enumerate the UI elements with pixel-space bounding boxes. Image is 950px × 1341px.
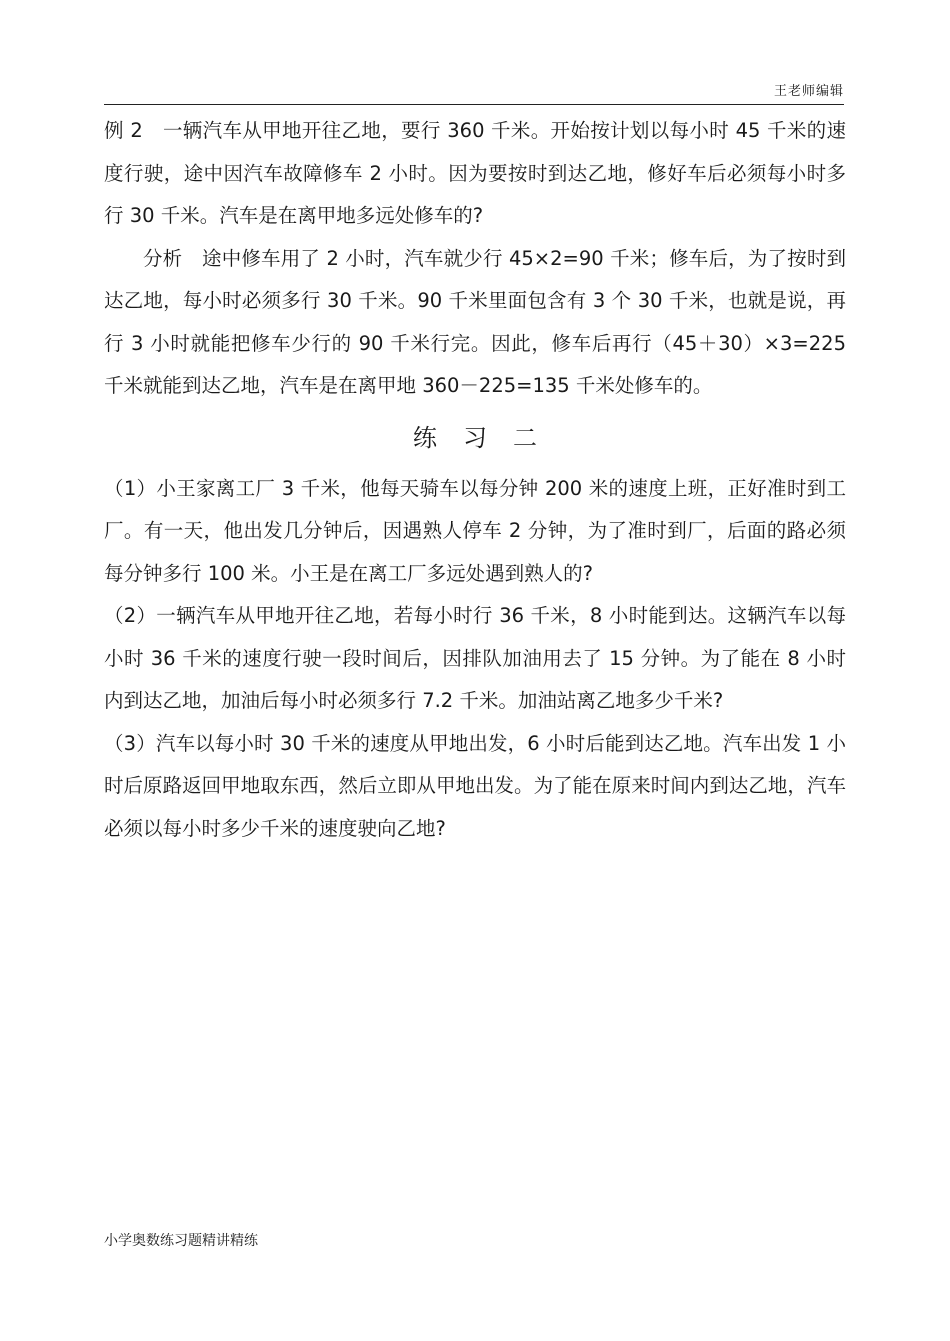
- exercise-item-2: （2）一辆汽车从甲地开往乙地，若每小时行 36 千米，8 小时能到达。这辆汽车以每小时 36 千米的速度行驶一段时间后，因排队加油用去了 15 分钟。为了能在 8 小时内到达乙地，加油后每小时必须多行 7.2 千米。加油站离乙地多少千米?: [104, 604, 846, 712]
- page-footer: 小学奥数练习题精讲精练: [104, 1233, 258, 1249]
- document-body: [104, 110, 846, 850]
- example-question: 例 2 一辆汽车从甲地开往乙地，要行 360 千米。开始按计划以每小时 45 千米的速度行驶，途中因汽车故障修车 2 小时。因为要按时到达乙地，修好车后必须每小时多行 30 千米。汽车是在离甲地多远处修车的?: [104, 119, 846, 227]
- exercise-item-1: （1）小王家离工厂 3 千米，他每天骑车以每分钟 200 米的速度上班，正好准时到工厂。有一天，他出发几分钟后，因遇熟人停车 2 分钟，为了准时到厂，后面的路必须每分钟多行 100 米。小王是在离工厂多远处遇到熟人的?: [104, 476, 846, 585]
- exercise-item-3: （3）汽车以每小时 30 千米的速度从甲地出发，6 小时后能到达乙地。汽车出发 1 小时后原路返回甲地取东西，然后立即从甲地出发。为了能在原来时间内到达乙地，汽车必须以每小时多少千米的速度驶向乙地?: [104, 731, 846, 840]
- example-analysis: 分析 途中修车用了 2 小时，汽车就少行 45×2=90 千米；修车后，为了按时到达乙地，每小时必须多行 30 千米。90 千米里面包含有 3 个 30 千米，也就是说，再行 3 小时就能把修车少行的 90 千米行完。因此，修车后再行（45＋30）×3=225 千米就能到达乙地，汽车是在离甲地 360－225=135 千米处修车的。: [104, 246, 846, 397]
- page-header: [104, 76, 844, 105]
- header-editor-label: 王老师编辑: [773, 84, 844, 99]
- practice-title: 练习二: [413, 423, 563, 452]
